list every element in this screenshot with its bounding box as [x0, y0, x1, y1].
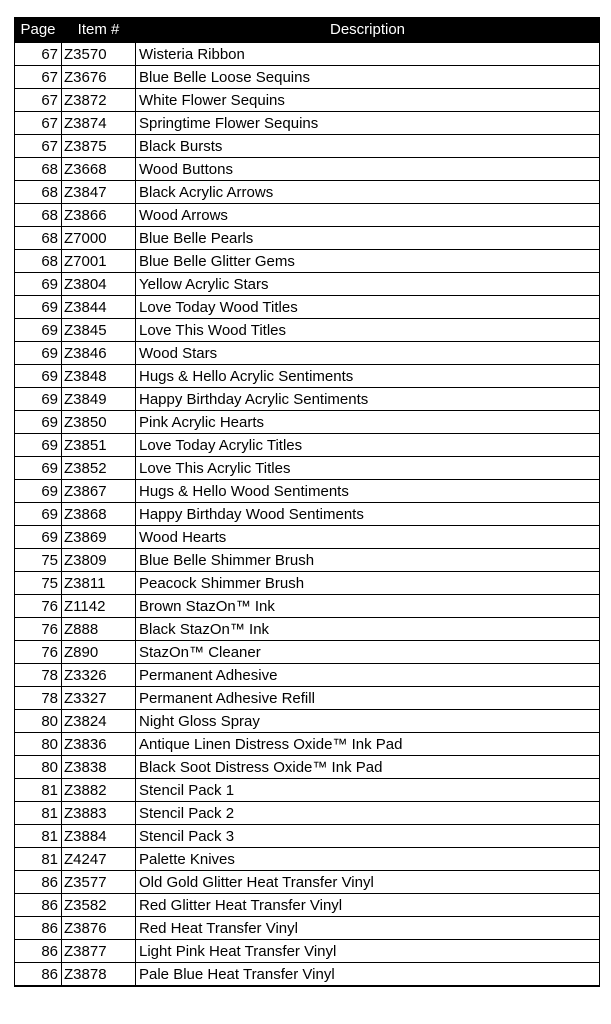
table-row [15, 641, 600, 664]
item-number-cell: Z3844 [62, 296, 136, 319]
page-cell: 69 [15, 365, 62, 388]
item-number-cell: Z7001 [62, 250, 136, 273]
table-row [15, 342, 600, 365]
item-number-cell: Z3326 [62, 664, 136, 687]
item-number-cell: Z1142 [62, 595, 136, 618]
table-row [15, 204, 600, 227]
description-cell: Hugs & Hello Wood Sentiments [136, 480, 600, 503]
page-cell: 76 [15, 641, 62, 664]
product-table-container [14, 17, 599, 987]
description-cell: Blue Belle Loose Sequins [136, 66, 600, 89]
table-row [15, 112, 600, 135]
item-number-cell: Z3804 [62, 273, 136, 296]
item-number-cell: Z4247 [62, 848, 136, 871]
item-number-cell: Z3868 [62, 503, 136, 526]
page-cell: 69 [15, 319, 62, 342]
description-cell: Wood Buttons [136, 158, 600, 181]
page-cell: 69 [15, 434, 62, 457]
description-cell: Black Soot Distress Oxide™ Ink Pad [136, 756, 600, 779]
description-cell: Red Heat Transfer Vinyl [136, 917, 600, 940]
table-row [15, 227, 600, 250]
table-row [15, 802, 600, 825]
table-row [15, 319, 600, 342]
item-number-cell: Z3838 [62, 756, 136, 779]
page-cell: 86 [15, 871, 62, 894]
item-number-cell: Z3875 [62, 135, 136, 158]
product-table [14, 17, 600, 987]
page-cell: 81 [15, 848, 62, 871]
page-cell: 81 [15, 802, 62, 825]
description-cell: Love This Acrylic Titles [136, 457, 600, 480]
description-cell: Black Acrylic Arrows [136, 181, 600, 204]
description-cell: Antique Linen Distress Oxide™ Ink Pad [136, 733, 600, 756]
item-number-cell: Z3824 [62, 710, 136, 733]
item-number-cell: Z3570 [62, 42, 136, 66]
page-cell: 68 [15, 204, 62, 227]
table-row [15, 963, 600, 987]
description-cell: Blue Belle Glitter Gems [136, 250, 600, 273]
page-cell: 67 [15, 112, 62, 135]
description-cell: Wisteria Ribbon [136, 42, 600, 66]
description-cell: Stencil Pack 3 [136, 825, 600, 848]
table-row [15, 871, 600, 894]
table-row [15, 42, 600, 66]
page-cell: 68 [15, 250, 62, 273]
description-cell: Wood Arrows [136, 204, 600, 227]
table-row [15, 756, 600, 779]
item-number-cell: Z3876 [62, 917, 136, 940]
item-number-cell: Z3852 [62, 457, 136, 480]
description-cell: Stencil Pack 1 [136, 779, 600, 802]
item-number-cell: Z7000 [62, 227, 136, 250]
page-cell: 68 [15, 158, 62, 181]
item-number-cell: Z3676 [62, 66, 136, 89]
table-row [15, 66, 600, 89]
table-row [15, 250, 600, 273]
item-number-cell: Z3846 [62, 342, 136, 365]
table-row [15, 181, 600, 204]
description-cell: Blue Belle Pearls [136, 227, 600, 250]
table-row [15, 457, 600, 480]
table-row [15, 273, 600, 296]
page-cell: 67 [15, 66, 62, 89]
item-number-cell: Z3851 [62, 434, 136, 457]
page-cell: 67 [15, 89, 62, 112]
description-cell: Night Gloss Spray [136, 710, 600, 733]
page-cell: 69 [15, 503, 62, 526]
description-cell: Black Bursts [136, 135, 600, 158]
item-number-cell: Z3836 [62, 733, 136, 756]
description-cell: Light Pink Heat Transfer Vinyl [136, 940, 600, 963]
description-cell: Brown StazOn™ Ink [136, 595, 600, 618]
table-header [15, 18, 600, 43]
description-cell: Pale Blue Heat Transfer Vinyl [136, 963, 600, 987]
description-cell: Hugs & Hello Acrylic Sentiments [136, 365, 600, 388]
page-cell: 75 [15, 549, 62, 572]
description-cell: White Flower Sequins [136, 89, 600, 112]
item-number-cell: Z3327 [62, 687, 136, 710]
item-number-cell: Z3845 [62, 319, 136, 342]
page-cell: 69 [15, 411, 62, 434]
description-cell: Love This Wood Titles [136, 319, 600, 342]
item-number-cell: Z888 [62, 618, 136, 641]
table-row [15, 89, 600, 112]
table-row [15, 411, 600, 434]
table-row [15, 733, 600, 756]
table-row [15, 595, 600, 618]
page-cell: 80 [15, 756, 62, 779]
item-number-cell: Z3848 [62, 365, 136, 388]
item-number-cell: Z3668 [62, 158, 136, 181]
description-cell: Pink Acrylic Hearts [136, 411, 600, 434]
description-cell: StazOn™ Cleaner [136, 641, 600, 664]
page-cell: 69 [15, 342, 62, 365]
item-number-cell: Z3809 [62, 549, 136, 572]
table-row [15, 779, 600, 802]
item-number-cell: Z3849 [62, 388, 136, 411]
description-cell: Red Glitter Heat Transfer Vinyl [136, 894, 600, 917]
description-cell: Happy Birthday Wood Sentiments [136, 503, 600, 526]
page-cell: 69 [15, 480, 62, 503]
page-cell: 76 [15, 618, 62, 641]
description-cell: Springtime Flower Sequins [136, 112, 600, 135]
table-row [15, 526, 600, 549]
page-cell: 78 [15, 664, 62, 687]
page-cell: 80 [15, 733, 62, 756]
item-number-cell: Z3847 [62, 181, 136, 204]
item-number-cell: Z3872 [62, 89, 136, 112]
table-row [15, 503, 600, 526]
description-cell: Old Gold Glitter Heat Transfer Vinyl [136, 871, 600, 894]
page-cell: 69 [15, 273, 62, 296]
page-cell: 86 [15, 963, 62, 987]
table-row [15, 664, 600, 687]
table-row [15, 940, 600, 963]
description-cell: Black StazOn™ Ink [136, 618, 600, 641]
description-cell: Peacock Shimmer Brush [136, 572, 600, 595]
header-page: Page [15, 18, 62, 43]
description-cell: Love Today Acrylic Titles [136, 434, 600, 457]
page-cell: 69 [15, 526, 62, 549]
page-cell: 86 [15, 940, 62, 963]
page-cell: 67 [15, 135, 62, 158]
table-row [15, 848, 600, 871]
page-cell: 86 [15, 894, 62, 917]
page-cell: 81 [15, 825, 62, 848]
item-number-cell: Z3869 [62, 526, 136, 549]
page-cell: 76 [15, 595, 62, 618]
item-number-cell: Z3874 [62, 112, 136, 135]
description-cell: Permanent Adhesive [136, 664, 600, 687]
table-row [15, 572, 600, 595]
page-cell: 86 [15, 917, 62, 940]
item-number-cell: Z3850 [62, 411, 136, 434]
table-row [15, 365, 600, 388]
item-number-cell: Z890 [62, 641, 136, 664]
table-row [15, 158, 600, 181]
description-cell: Wood Hearts [136, 526, 600, 549]
table-row [15, 710, 600, 733]
table-row [15, 618, 600, 641]
description-cell: Permanent Adhesive Refill [136, 687, 600, 710]
table-row [15, 894, 600, 917]
description-cell: Happy Birthday Acrylic Sentiments [136, 388, 600, 411]
header-row [15, 18, 600, 43]
page-cell: 69 [15, 388, 62, 411]
page-cell: 67 [15, 42, 62, 66]
description-cell: Love Today Wood Titles [136, 296, 600, 319]
table-row [15, 917, 600, 940]
description-cell: Yellow Acrylic Stars [136, 273, 600, 296]
item-number-cell: Z3877 [62, 940, 136, 963]
table-row [15, 296, 600, 319]
table-row [15, 434, 600, 457]
item-number-cell: Z3867 [62, 480, 136, 503]
item-number-cell: Z3878 [62, 963, 136, 987]
page-cell: 68 [15, 181, 62, 204]
item-number-cell: Z3577 [62, 871, 136, 894]
table-row [15, 388, 600, 411]
header-item-number: Item # [62, 18, 136, 43]
table-body [15, 42, 600, 986]
page-cell: 68 [15, 227, 62, 250]
description-cell: Stencil Pack 2 [136, 802, 600, 825]
item-number-cell: Z3884 [62, 825, 136, 848]
table-row [15, 825, 600, 848]
table-row [15, 135, 600, 158]
item-number-cell: Z3882 [62, 779, 136, 802]
description-cell: Wood Stars [136, 342, 600, 365]
item-number-cell: Z3883 [62, 802, 136, 825]
description-cell: Palette Knives [136, 848, 600, 871]
table-row [15, 687, 600, 710]
page-cell: 81 [15, 779, 62, 802]
item-number-cell: Z3811 [62, 572, 136, 595]
table-row [15, 480, 600, 503]
page-cell: 69 [15, 296, 62, 319]
item-number-cell: Z3582 [62, 894, 136, 917]
page-cell: 75 [15, 572, 62, 595]
table-row [15, 549, 600, 572]
header-description: Description [136, 18, 600, 43]
page-cell: 80 [15, 710, 62, 733]
item-number-cell: Z3866 [62, 204, 136, 227]
page-cell: 69 [15, 457, 62, 480]
description-cell: Blue Belle Shimmer Brush [136, 549, 600, 572]
page-cell: 78 [15, 687, 62, 710]
